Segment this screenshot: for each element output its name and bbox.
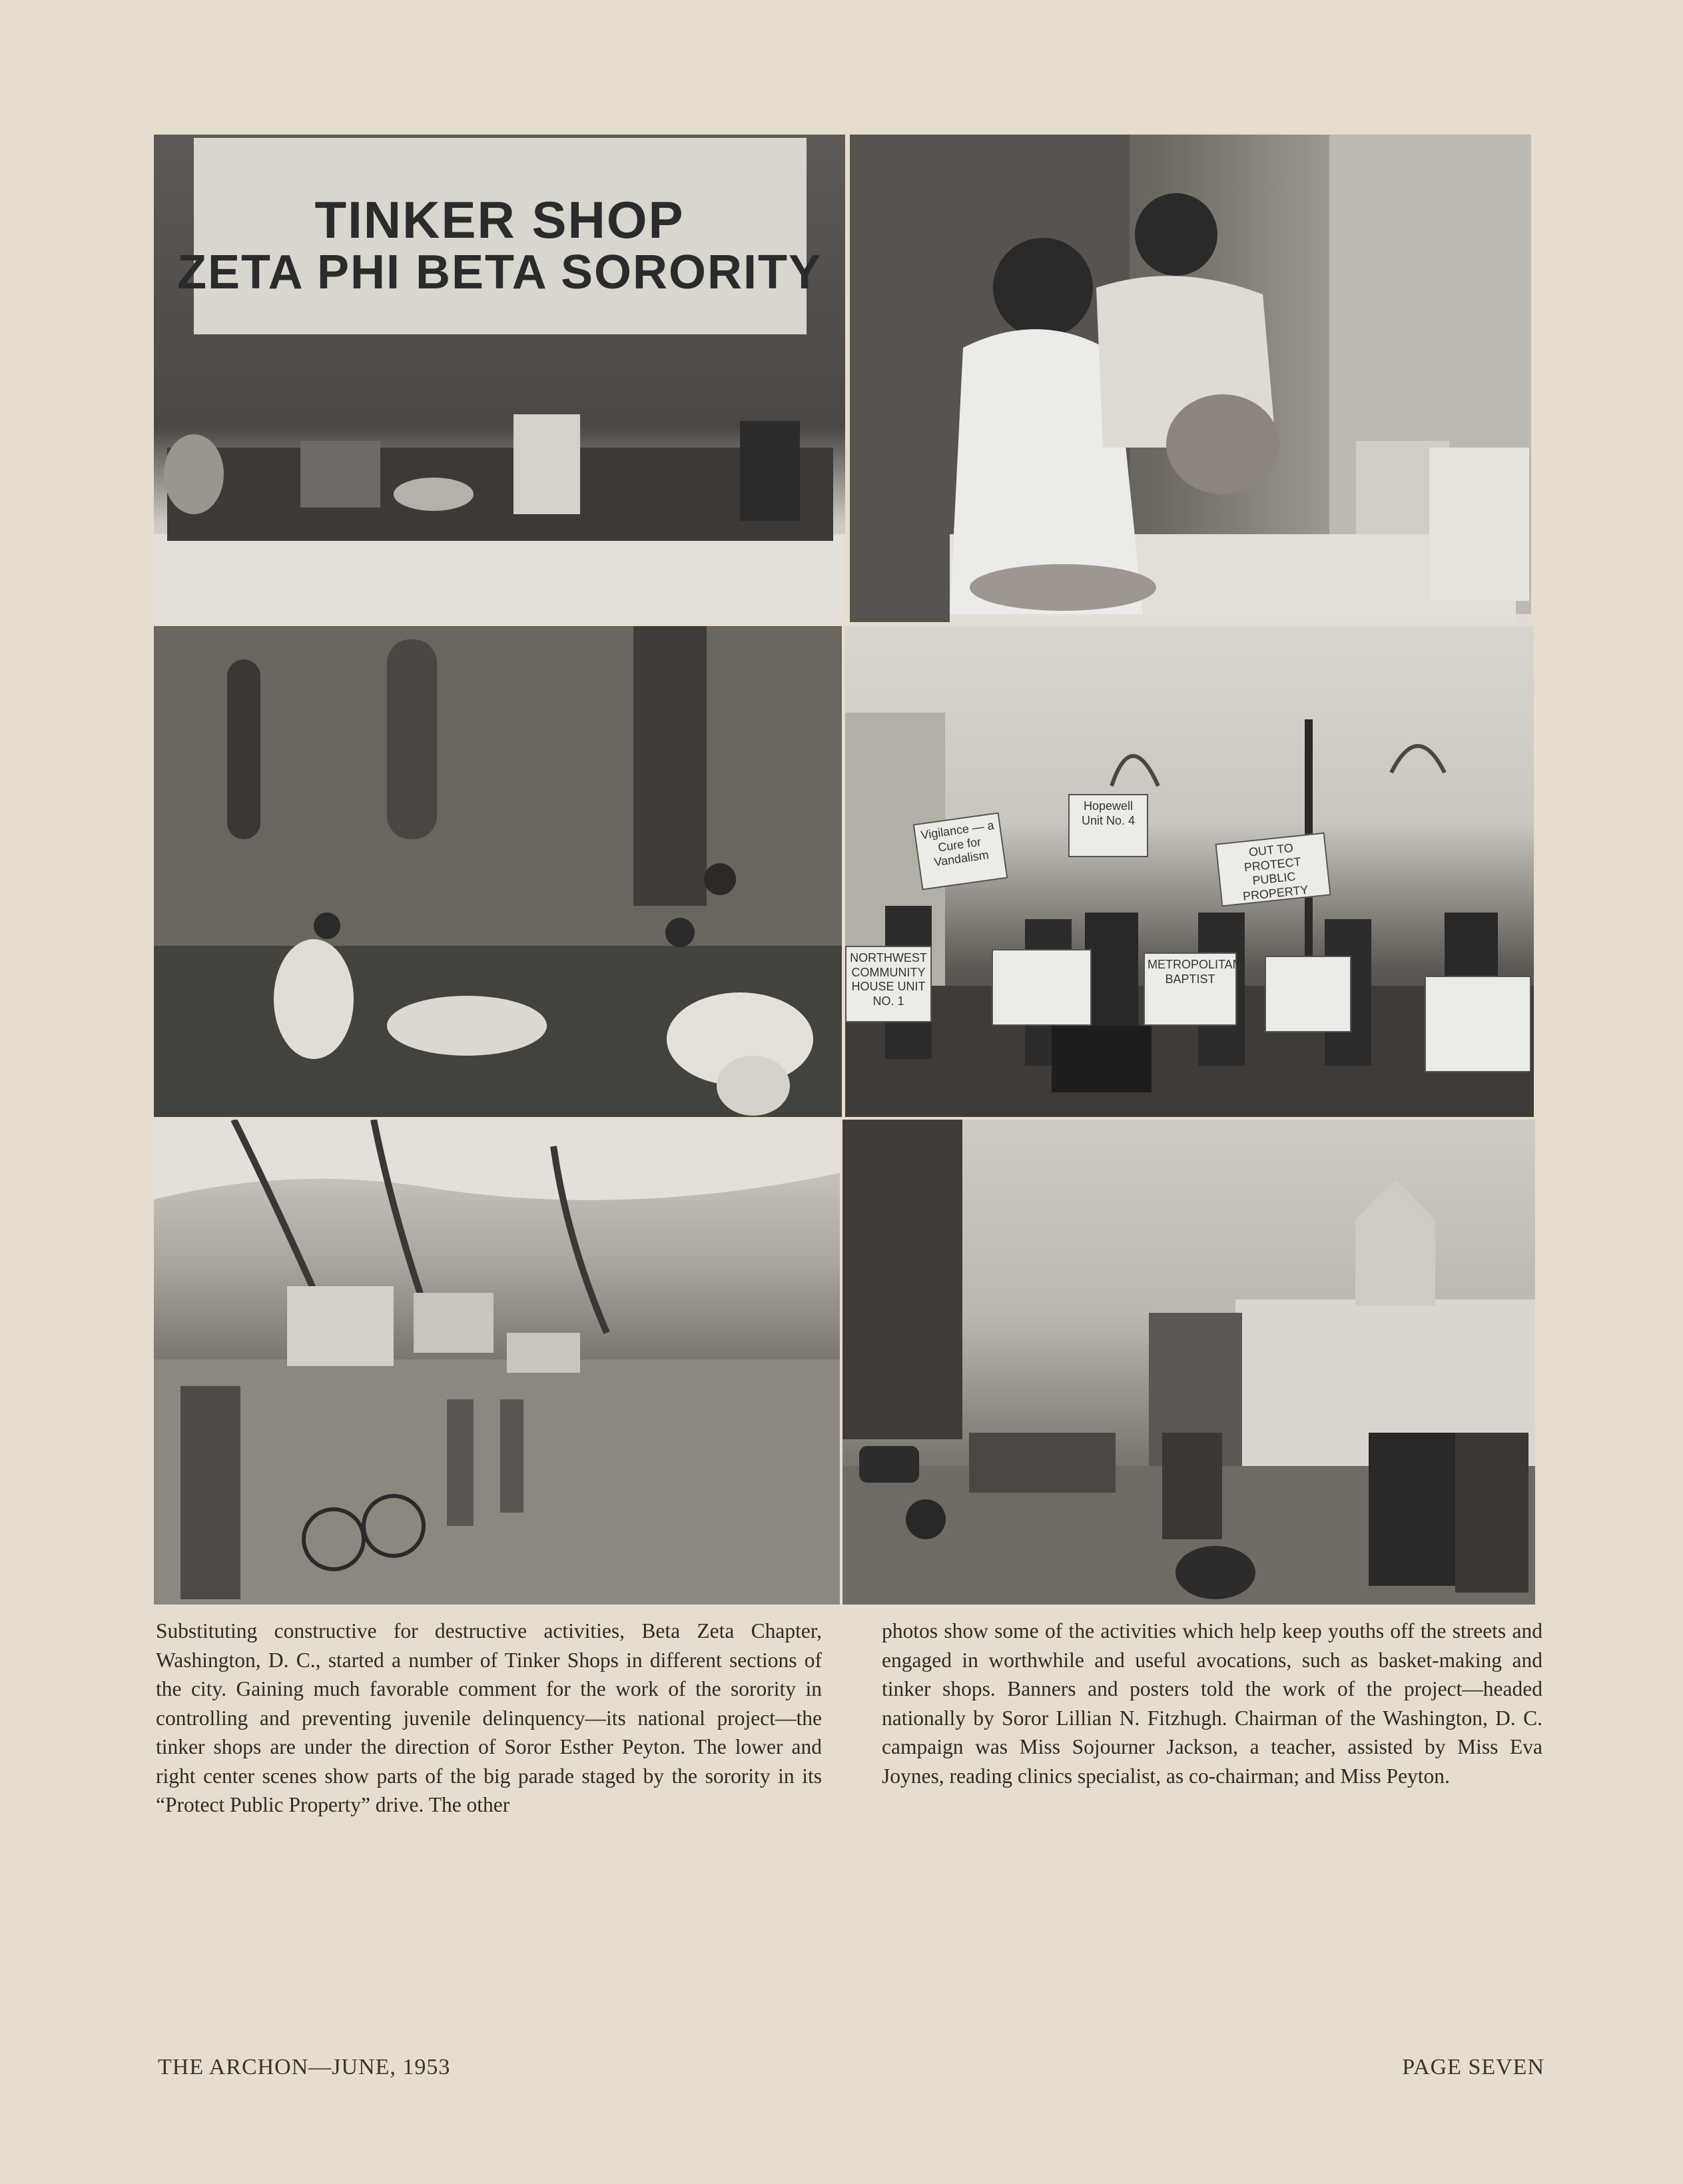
parade-sign: METROPOLITAN BAPTIST [1144,952,1237,1026]
lawn-gathering-scene [154,626,842,1117]
parade-sign-blank [1265,956,1351,1032]
banner-line-2: ZETA PHI BETA SORORITY [176,246,822,299]
caption-right-column: photos show some of the activities which help keep youths off the streets and engaged in worthwhile and useful avocations, such as basket-making and tinker shops. Banners and posters told the work of the project—headed nationally by Soror Lillian N. Fitzhugh. Chairman of the Washington, D. C. campaign was Miss Sojourner Jackson, a teacher, assisted by Miss Eva Joynes, reading clinics specialist, as co-chairman; and Miss Peyton. [882,1619,1542,1788]
photo-basket-making [850,135,1531,622]
parade-street-scene [154,1120,840,1605]
parade-sign: Vigilance — a Cure for Vandalism [913,812,1008,890]
parade-motorcycle-scene [842,1120,1535,1605]
parade-sign: OUT TO PROTECT PUBLIC PROPERTY [1215,833,1331,907]
basket-making-scene [850,135,1531,622]
footer-publication: THE ARCHON—JUNE, 1953 [158,2055,451,2079]
photo-lawn-gathering [154,626,842,1117]
photo-parade-motorcycle [842,1120,1535,1605]
photo-tinker-shop-display [154,135,845,622]
parade-sign-blank [992,949,1092,1026]
footer-page-number: PAGE SEVEN [1402,2055,1544,2079]
photo-parade-signs [845,626,1534,1117]
parade-sign: NORTHWEST COMMUNITY HOUSE UNIT NO. 1 [845,946,932,1022]
banner-line-1: TINKER SHOP [314,190,685,249]
parade-sign: Hopewell Unit No. 4 [1068,794,1148,857]
photo-parade-street [154,1120,840,1605]
caption-left-column: Substituting constructive for destructive activities, Beta Zeta Chapter, Washington, D. C., started a number of Tinker Shops in different sections of the city. Gaining much favorable comment for the work of the sorority in controlling and preventing juvenile delinquency—its national project—the tinker shops are under the direction of Soror Esther Peyton. The lower and right center scenes show parts of the big parade staged by the sorority in its “Protect Public Property” drive. The other [156,1619,822,1816]
parade-sign-blank [1425,976,1531,1072]
